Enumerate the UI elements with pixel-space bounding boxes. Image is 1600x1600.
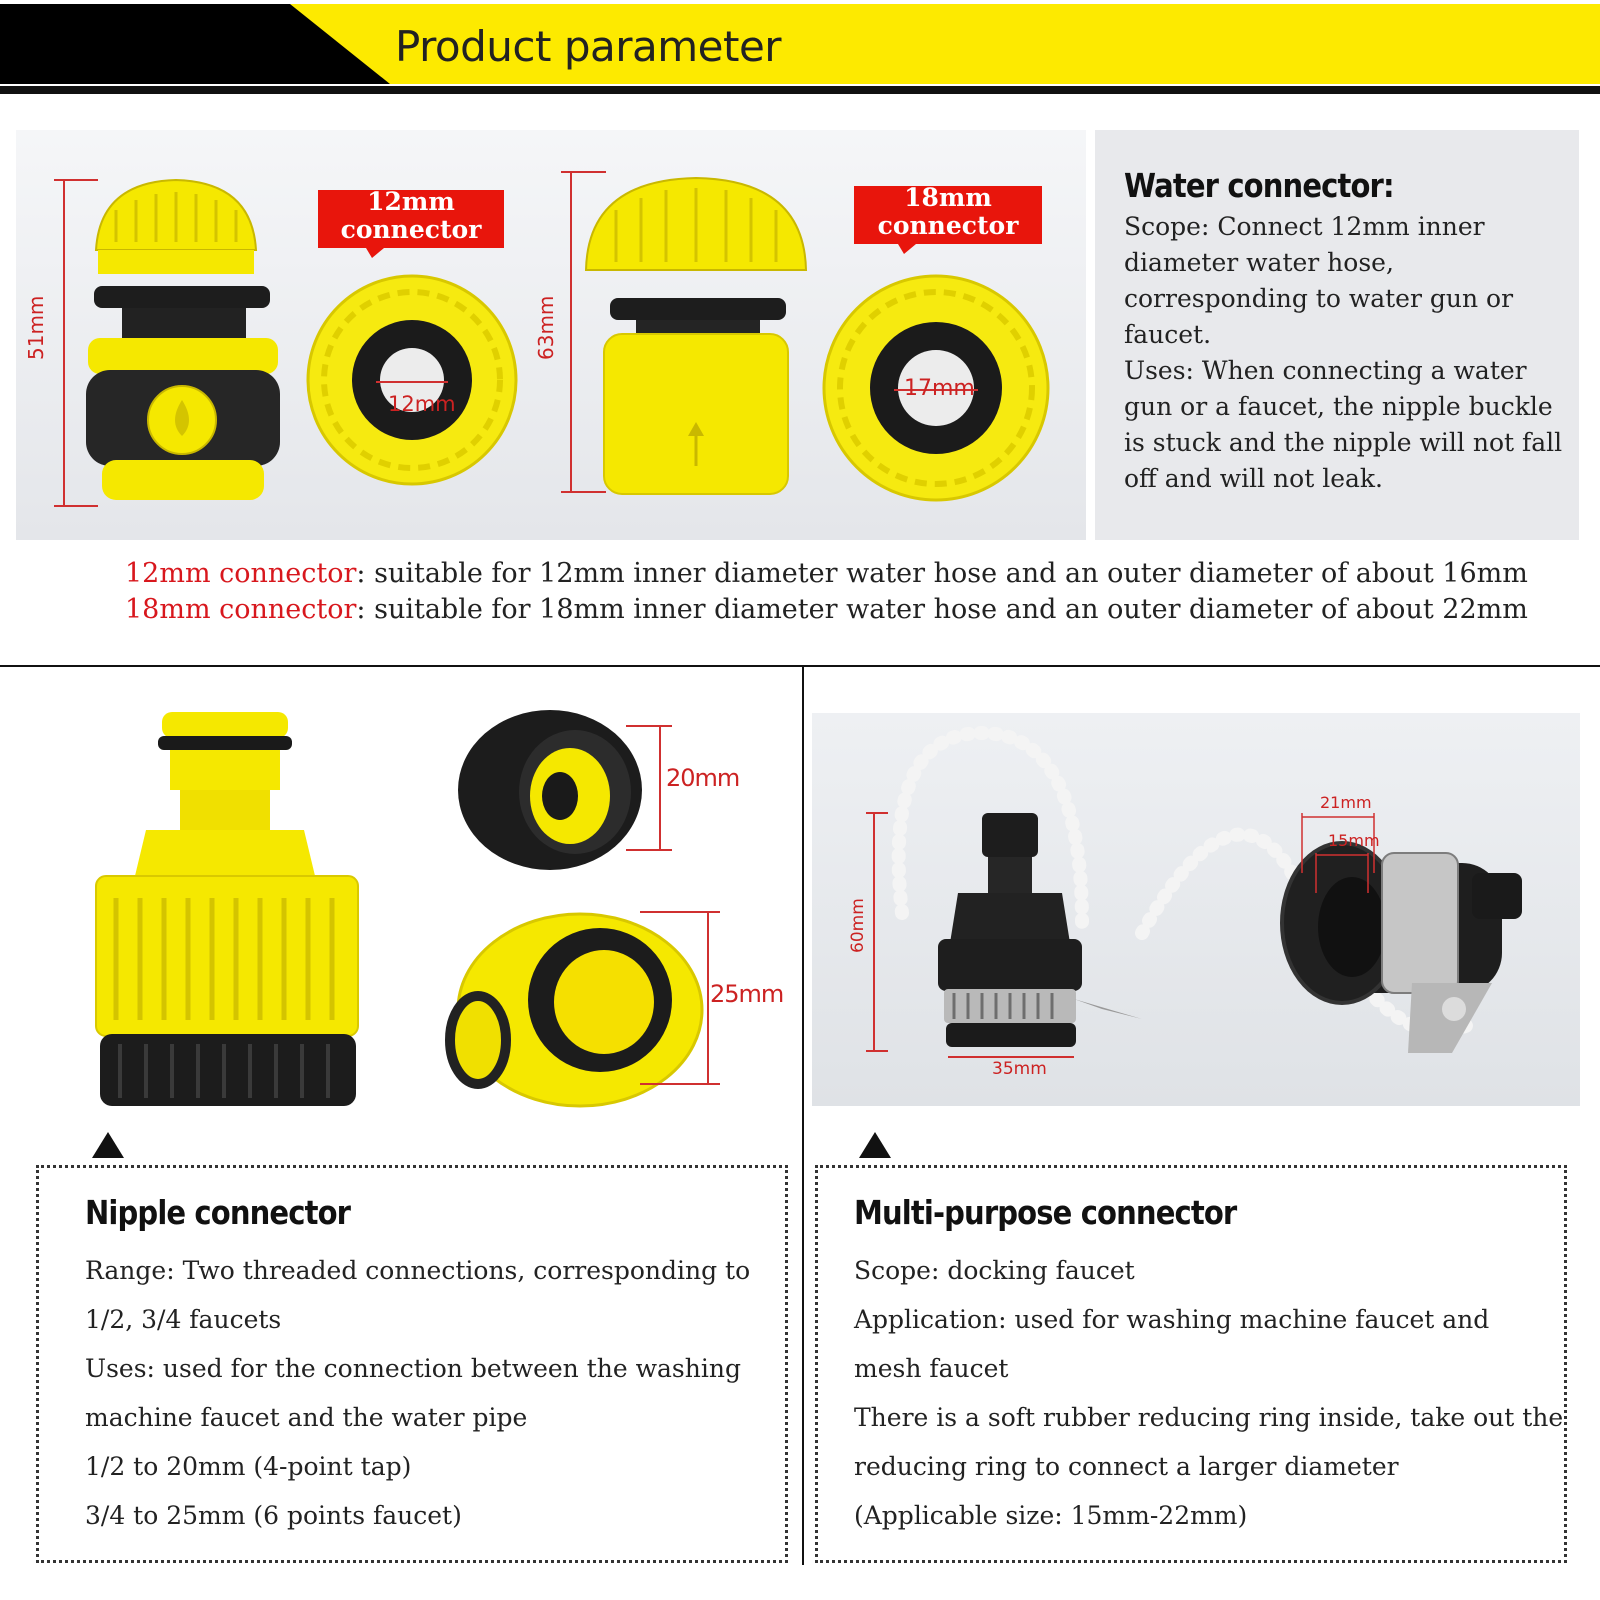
dim-60mm: 60mm	[848, 898, 868, 953]
water-connector-line: off and will not leak.	[1124, 464, 1383, 493]
description-12mm-label: 12mm connector	[125, 558, 357, 589]
nipple-connector-photo	[20, 700, 785, 1150]
multi-connector-line: mesh faucet	[854, 1354, 1009, 1383]
nipple-connector-line: 1/2, 3/4 faucets	[85, 1305, 282, 1334]
multi-connector-line: reducing ring to connect a larger diameter	[854, 1452, 1399, 1481]
water-connector-line: faucet.	[1124, 320, 1212, 349]
water-connector-line: corresponding to water gun or	[1124, 284, 1514, 313]
dim-21mm: 21mm	[1320, 793, 1372, 812]
water-connector-line: diameter water hose,	[1124, 248, 1394, 277]
water-connector-line: Scope: Connect 12mm inner	[1124, 212, 1485, 241]
water-connector-line: Uses: When connecting a water	[1124, 356, 1527, 385]
description-18mm-label: 18mm connector	[125, 594, 357, 625]
multi-connector-line: Scope: docking faucet	[854, 1256, 1135, 1285]
nipple-connector-line: 3/4 to 25mm (6 points faucet)	[85, 1501, 462, 1530]
multi-connector-line: (Applicable size: 15mm-22mm)	[854, 1501, 1248, 1530]
description-18mm-text: : suitable for 18mm inner diameter water hose and an outer diameter of about 22mm	[356, 594, 1528, 625]
tag-18mm	[852, 184, 1044, 240]
nipple-connector-line: Uses: used for the connection between the washing	[85, 1354, 741, 1383]
pointer-triangle-icon	[92, 1132, 124, 1158]
water-connector-line: is stuck and the nipple will not fall	[1124, 428, 1563, 457]
dim-25mm: 25mm	[710, 980, 784, 1008]
dim-15mm: 15mm	[1328, 831, 1380, 850]
multi-connector-illustration	[812, 713, 1580, 1106]
nipple-connector-title: Nipple connector	[85, 1193, 351, 1232]
multi-connector-title: Multi-purpose connector	[854, 1193, 1237, 1232]
multi-connector-line: There is a soft rubber reducing ring inside, take out the	[854, 1403, 1564, 1432]
description-12mm-text: : suitable for 12mm inner diameter water hose and an outer diameter of about 16mm	[356, 558, 1528, 589]
tag-12mm	[316, 188, 506, 244]
dim-51mm: 51mm	[24, 295, 48, 360]
description-18mm	[125, 594, 1528, 625]
dim-20mm: 20mm	[666, 764, 740, 792]
tag-18mm-line1: 18mm	[904, 183, 992, 212]
water-connector-line: gun or a faucet, the nipple buckle	[1124, 392, 1553, 421]
multi-connector-photo	[812, 713, 1580, 1106]
tag-18mm-line2: connector	[877, 211, 1019, 240]
dim-12mm-inner: 12mm	[388, 392, 456, 416]
dim-17mm-inner: 17mm	[904, 376, 975, 401]
pointer-triangle-icon	[859, 1132, 891, 1158]
page-title: Product parameter	[395, 22, 782, 71]
dim-63mm: 63mm	[534, 295, 558, 360]
column-divider	[802, 665, 804, 1565]
tag-12mm-line1: 12mm	[367, 187, 455, 216]
water-connector-title: Water connector:	[1124, 166, 1394, 205]
dim-35mm: 35mm	[992, 1059, 1047, 1079]
multi-connector-line: Application: used for washing machine faucet and	[854, 1305, 1490, 1334]
nipple-connector-line: 1/2 to 20mm (4-point tap)	[85, 1452, 412, 1481]
multi-connector-box	[815, 1165, 1567, 1563]
header-divider	[0, 86, 1600, 94]
nipple-connector-box	[36, 1165, 788, 1563]
connector-photo-panel	[16, 130, 1086, 540]
tag-12mm-line2: connector	[340, 215, 482, 244]
header-banner	[0, 0, 1600, 96]
description-12mm	[125, 558, 1528, 589]
nipple-connector-line: machine faucet and the water pipe	[85, 1403, 528, 1432]
section-divider	[0, 665, 1600, 667]
nipple-connector-line: Range: Two threaded connections, corresponding to	[85, 1256, 751, 1285]
